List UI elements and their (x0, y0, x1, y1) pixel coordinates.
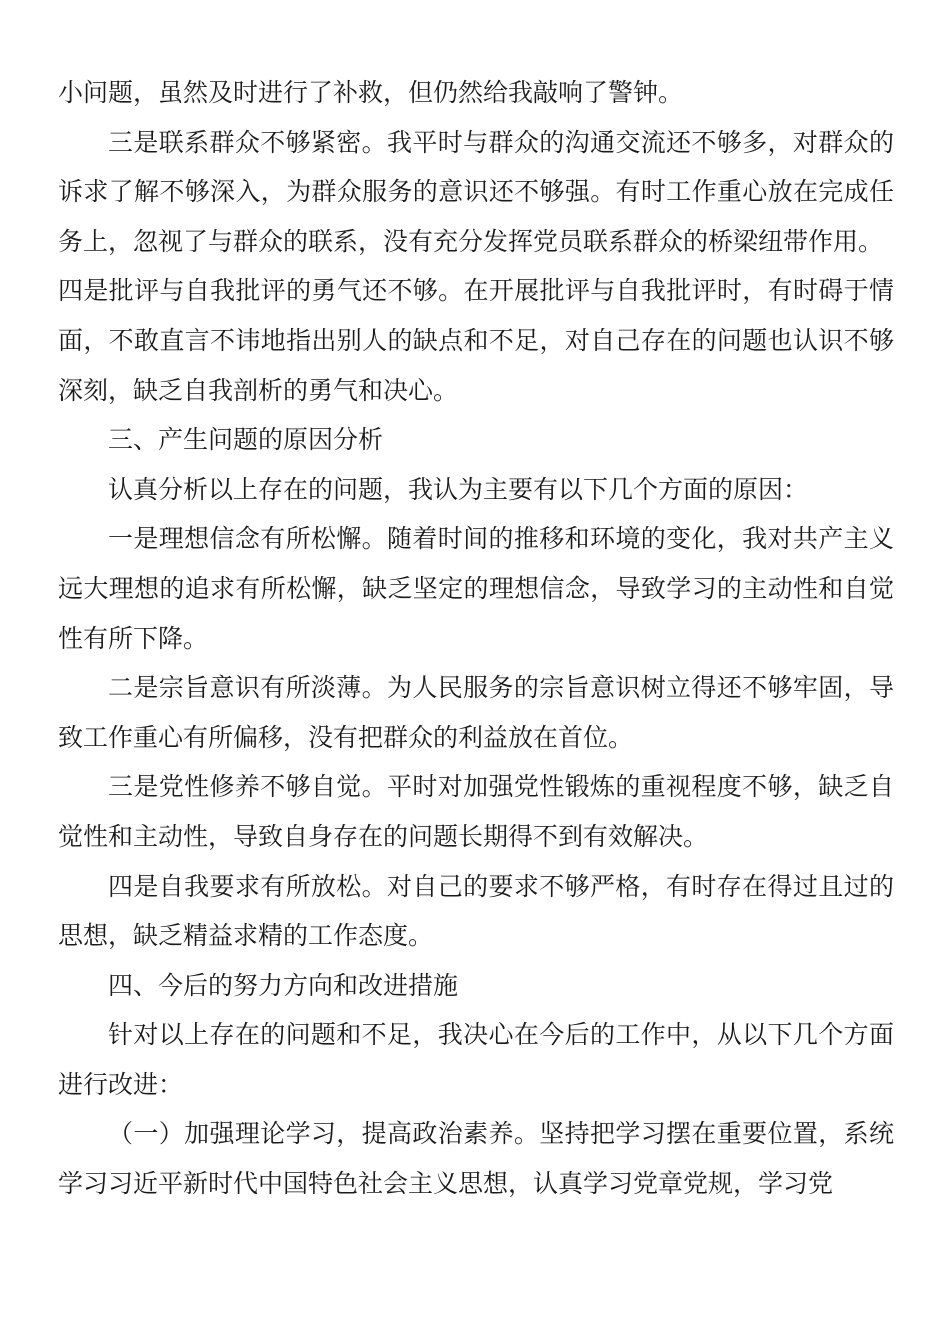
paragraph-cause-purpose: 二是宗旨意识有所淡薄。为人民服务的宗旨意识树立得还不够牢固，导致工作重心有所偏移，没有把群众的利益放在首位。 (58, 673, 894, 752)
paragraph-contact-masses: 三是联系群众不够紧密。我平时与群众的沟通交流还不够多，对群众的诉求了解不够深入，为群众服务的意识还不够强。有时工作重心放在完成任务上，忽视了与群众的联系，没有充分发挥党员联系群众的桥梁纽带作用。 (58, 127, 894, 256)
paragraph-cause-party-spirit: 三是党性修养不够自觉。平时对加强党性锻炼的重视程度不够，缺乏自觉性和主动性，导致自身存在的问题长期得不到有效解决。 (58, 772, 894, 851)
document-body (58, 68, 894, 1209)
paragraph-cause-intro: 认真分析以上存在的问题，我认为主要有以下几个方面的原因： (108, 474, 809, 504)
paragraph-improvement-study: （一）加强理论学习，提高政治素养。坚持把学习摆在重要位置，系统学习习近平新时代中国特色社会主义思想，认真学习党章党规，学习党 (58, 1119, 894, 1199)
section-heading-cause-analysis: 三、产生问题的原因分析 (108, 425, 384, 455)
paragraph-continuation: 小问题，虽然及时进行了补救，但仍然给我敲响了警钟。 (58, 78, 684, 107)
paragraph-criticism: 四是批评与自我批评的勇气还不够。在开展批评与自我批评时，有时碍于情面，不敢直言不讳地指出别人的缺点和不足，对自己存在的问题也认识不够深刻，缺乏自我剖析的勇气和决心。 (58, 276, 894, 405)
paragraph-cause-self-discipline: 四是自我要求有所放松。对自己的要求不够严格，有时存在得过且过的思想，缺乏精益求精的工作态度。 (58, 871, 894, 951)
section-heading-improvement: 四、今后的努力方向和改进措施 (108, 970, 459, 1000)
paragraph-cause-ideals: 一是理想信念有所松懈。随着时间的推移和环境的变化，我对共产主义远大理想的追求有所松懈，缺乏坚定的理想信念，导致学习的主动性和自觉性有所下降。 (58, 524, 894, 653)
paragraph-improvement-intro: 针对以上存在的问题和不足，我决心在今后的工作中，从以下几个方面进行改进： (58, 1020, 894, 1099)
